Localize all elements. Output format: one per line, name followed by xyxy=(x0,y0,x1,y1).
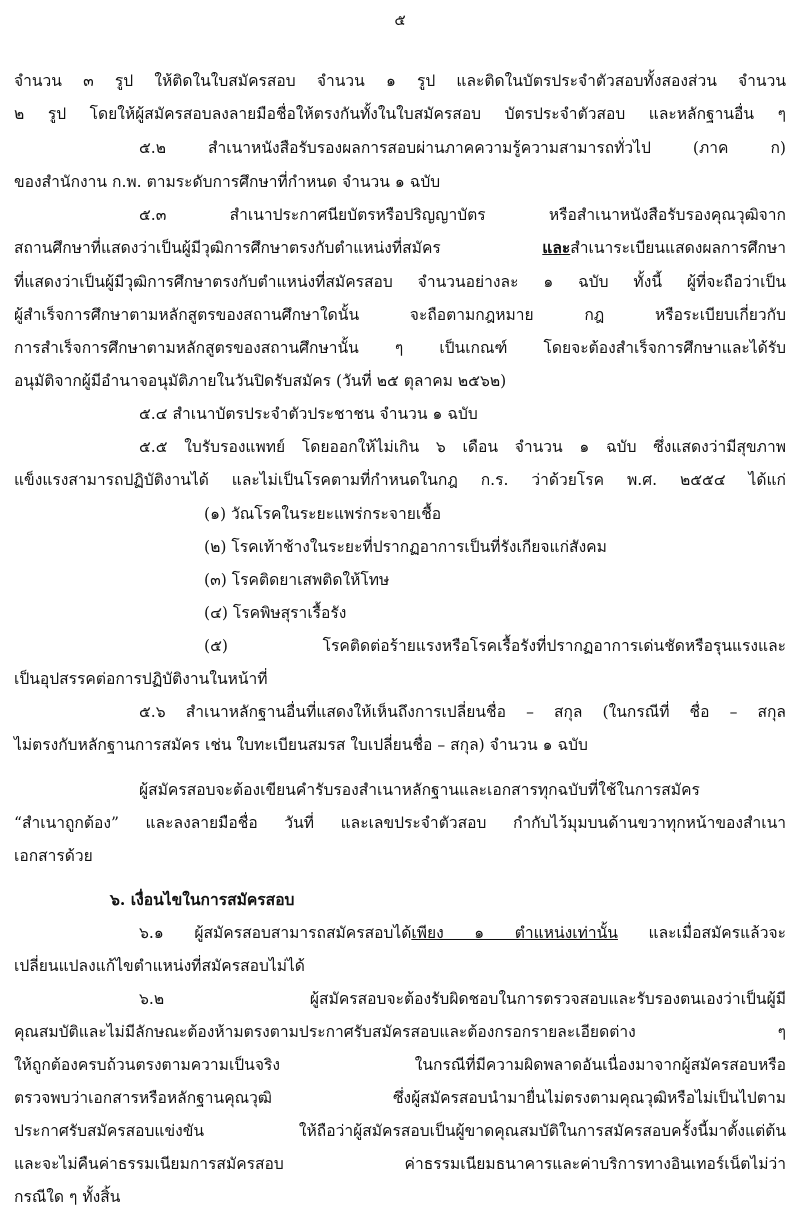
paragraph-line: แข็งแรงสามารถปฏิบัติงานได้ และไม่เป็นโรคตามที่กำหนดในกฎ ก.ร. ว่าด้วยโรค พ.ศ. ๒๕๕๔ ได้แก่ xyxy=(14,471,786,489)
emphasis-one-position-only: เพียง ๑ ตำแหน่งเท่านั้น xyxy=(411,924,618,942)
item-5-4-line: ๕.๔ สำเนาบัตรประจำตัวประชาชน จำนวน ๑ ฉบับ xyxy=(139,405,478,423)
item-6-1-line xyxy=(139,922,786,944)
item-5-3-line: ๕.๓ สำเนาประกาศนียบัตรหรือปริญญาบัตร หรือสำเนาหนังสือรับรองคุณวุฒิจาก xyxy=(139,206,786,224)
paragraph-line: การสำเร็จการศึกษาตามหลักสูตรของสถานศึกษานั้น ๆ เป็นเกณฑ์ โดยจะต้องสำเร็จการศึกษาและได้รับ xyxy=(14,339,786,357)
section-6-heading: ๖. เงื่อนไขในการสมัครสอบ xyxy=(110,890,295,909)
item-6-2-line: ๖.๒ ผู้สมัครสอบจะต้องรับผิดชอบในการตรวจสอบและรับรองตนเองว่าเป็นผู้มี xyxy=(139,990,786,1008)
item-5-5-line: ๕.๕ ใบรับรองแพทย์ โดยออกให้ไม่เกิน ๖ เดือน จำนวน ๑ ฉบับ ซึ่งแสดงว่ามีสุขภาพ xyxy=(139,438,786,456)
emphasis-and: และ xyxy=(542,238,571,257)
text-span: ๖.๑ ผู้สมัครสอบสามารถสมัครสอบได้ xyxy=(139,924,412,942)
item-5-2-line: ๕.๒ สำเนาหนังสือรับรองผลการสอบผ่านภาคความรู้ความสามารถทั่วไป (ภาค ก) xyxy=(139,139,786,157)
page-number: ๕ xyxy=(394,11,406,29)
text-span: และเมื่อสมัครแล้วจะ xyxy=(617,924,786,942)
paragraph-line: เอกสารด้วย xyxy=(14,847,93,865)
paragraph-line: ของสำนักงาน ก.พ. ตามระดับการศึกษาที่กำหนด จำนวน ๑ ฉบับ xyxy=(14,173,441,191)
paragraph-line: ที่แสดงว่าเป็นผู้มีวุฒิการศึกษาตรงกับตำแหน่งที่สมัครสอบ จำนวนอย่างละ ๑ ฉบับ ทั้งนี้ ผู้ที่จะถือว่าเป็น xyxy=(14,273,786,291)
certification-note-line: ผู้สมัครสอบจะต้องเขียนคำรับรองสำเนาหลักฐานและเอกสารทุกฉบับที่ใช้ในการสมัคร xyxy=(139,781,700,799)
text-span: สำเนาระเบียนแสดงผลการศึกษา xyxy=(570,239,786,257)
paragraph-line: ไม่ตรงกับหลักฐานการสมัคร เช่น ใบทะเบียนสมรส ใบเปลี่ยนชื่อ – สกุล) จำนวน ๑ ฉบับ xyxy=(14,736,588,754)
paragraph-line: และจะไม่คืนค่าธรรมเนียมการสมัครสอบ ค่าธรรมเนียมธนาคารและค่าบริการทางอินเทอร์เน็ตไม่ว่า xyxy=(14,1155,786,1173)
disease-item-2: (๒) โรคเท้าช้างในระยะที่ปรากฏอาการเป็นที่รังเกียจแก่สังคม xyxy=(204,538,607,556)
paragraph-line: ประกาศรับสมัครสอบแข่งขัน ให้ถือว่าผู้สมัครสอบเป็นผู้ขาดคุณสมบัติในการสมัครสอบครั้งนี้มาตั้งแต่ต้น xyxy=(14,1122,786,1140)
paragraph-line: ๒ รูป โดยให้ผู้สมัครสอบลงลายมือชื่อให้ตรงกันทั้งในใบสมัครสอบ บัตรประจำตัวสอบ และหลักฐานอื่น ๆ xyxy=(14,105,786,123)
paragraph-line: จำนวน ๓ รูป ให้ติดในใบสมัครสอบ จำนวน ๑ รูป และติดในบัตรประจำตัวสอบทั้งสองส่วน จำนวน xyxy=(14,72,786,90)
paragraph-line: ผู้สำเร็จการศึกษาตามหลักสูตรของสถานศึกษาใดนั้น จะถือตามกฎหมาย กฎ หรือระเบียบเกี่ยวกับ xyxy=(14,306,786,324)
paragraph-line xyxy=(14,237,786,259)
disease-item-5: (๕) โรคติดต่อร้ายแรงหรือโรคเรื้อรังที่ปรากฏอาการเด่นชัดหรือรุนแรงและ xyxy=(204,637,786,655)
paragraph-line: “สำเนาถูกต้อง” และลงลายมือชื่อ วันที่ และเลขประจำตัวสอบ กำกับไว้มุมบนด้านขวาทุกหน้าของสำเนา xyxy=(14,814,786,832)
text-span: สถานศึกษาที่แสดงว่าเป็นผู้มีวุฒิการศึกษาตรงกับตำแหน่งที่สมัคร xyxy=(14,239,543,257)
paragraph-line: กรณีใด ๆ ทั้งสิ้น xyxy=(14,1188,121,1206)
paragraph-line: ให้ถูกต้องครบถ้วนตรงตามความเป็นจริง ในกรณีที่มีความผิดพลาดอันเนื่องมาจากผู้สมัครสอบหรือ xyxy=(14,1056,786,1074)
paragraph-line: ตรวจพบว่าเอกสารหรือหลักฐานคุณวุฒิ ซึ่งผู้สมัครสอบนำมายื่นไม่ตรงตามคุณวุฒิหรือไม่เป็นไปตาม xyxy=(14,1089,786,1107)
disease-item-1: (๑) วัณโรคในระยะแพร่กระจายเชื้อ xyxy=(204,505,442,523)
item-5-6-line: ๕.๖ สำเนาหลักฐานอื่นที่แสดงให้เห็นถึงการเปลี่ยนชื่อ – สกุล (ในกรณีที่ ชื่อ – สกุล xyxy=(139,703,786,721)
paragraph-line: เปลี่ยนแปลงแก้ไขตำแหน่งที่สมัครสอบไม่ได้ xyxy=(14,957,305,975)
paragraph-line: คุณสมบัติและไม่มีลักษณะต้องห้ามตรงตามประกาศรับสมัครสอบและต้องกรอกรายละเอียดต่าง ๆ xyxy=(14,1023,786,1041)
paragraph-line: เป็นอุปสรรคต่อการปฏิบัติงานในหน้าที่ xyxy=(14,670,268,688)
disease-item-4: (๔) โรคพิษสุราเรื้อรัง xyxy=(204,604,347,622)
paragraph-line: อนุมัติจากผู้มีอำนาจอนุมัติภายในวันปิดรับสมัคร (วันที่ ๒๕ ตุลาคม ๒๕๖๒) xyxy=(14,372,507,390)
disease-item-3: (๓) โรคติดยาเสพติดให้โทษ xyxy=(204,571,390,589)
